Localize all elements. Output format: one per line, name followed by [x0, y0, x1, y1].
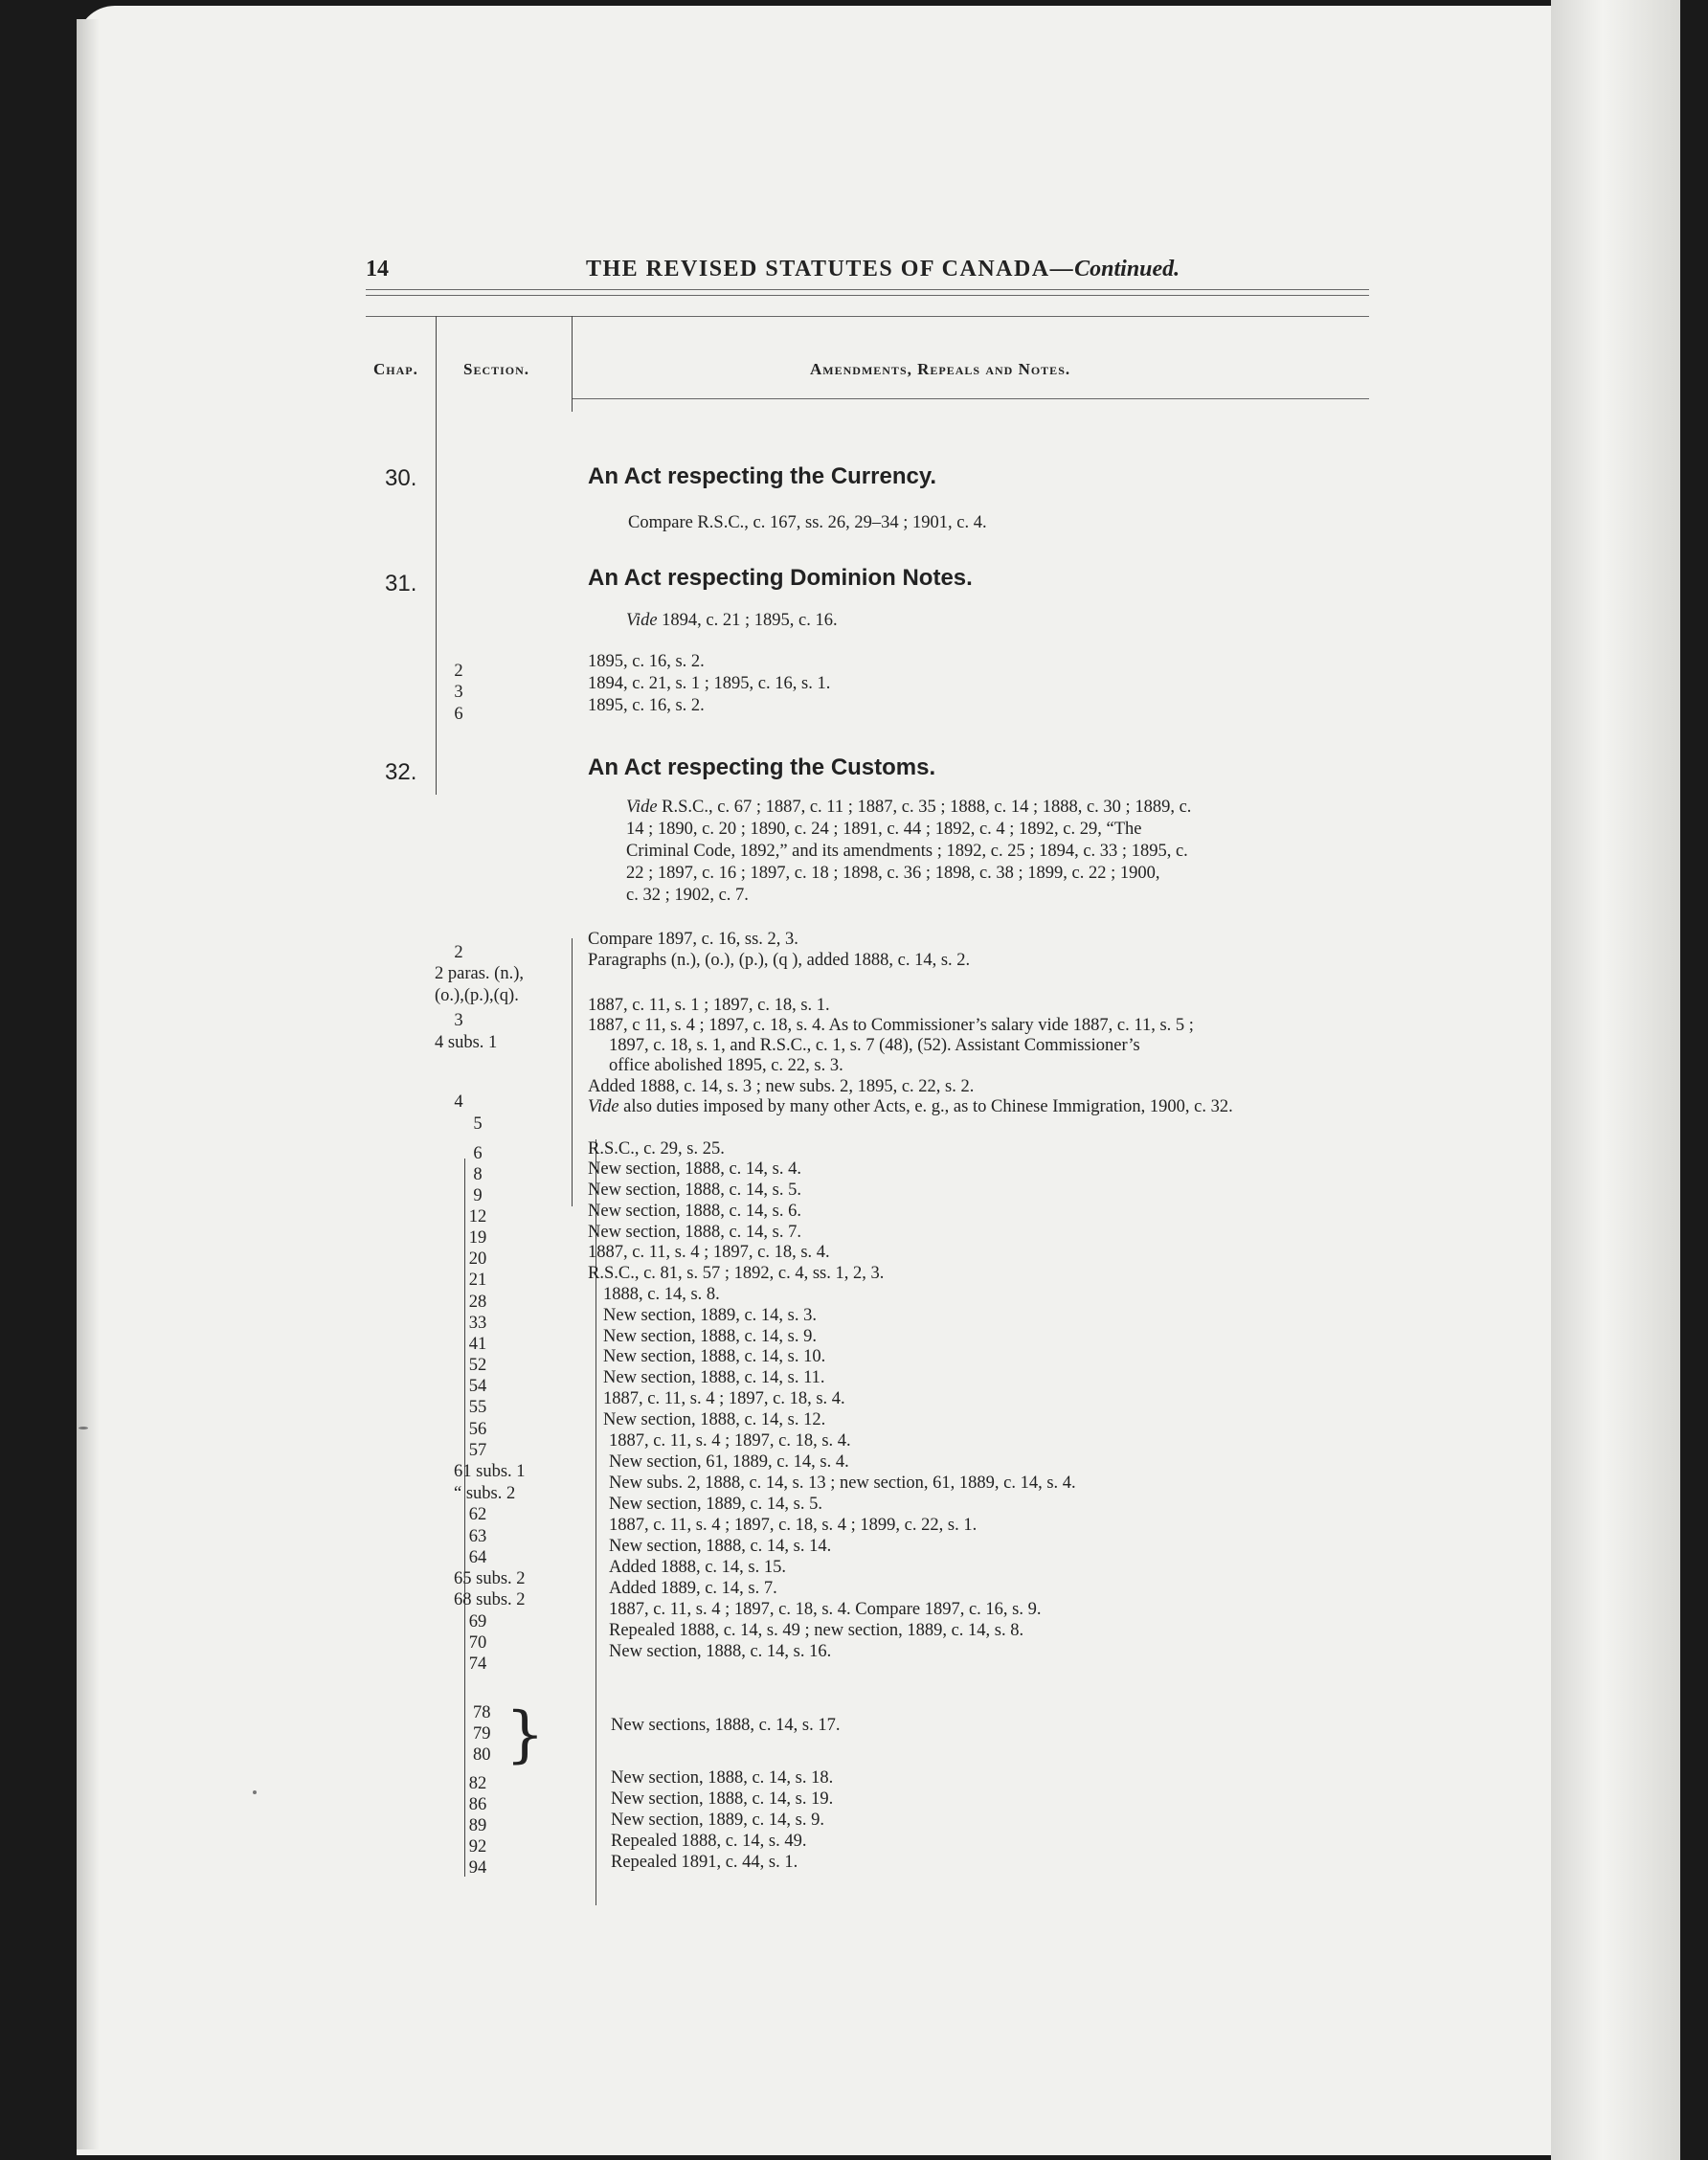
amendment-note: office abolished 1895, c. 22, s. 3.: [609, 1056, 843, 1075]
amendment-note: New section, 1888, c. 14, s. 10.: [603, 1347, 826, 1366]
act-intro-note: Compare R.S.C., c. 167, ss. 26, 29–34 ; 1901, c. 4.: [628, 513, 987, 532]
section-ref: 12: [468, 1207, 487, 1226]
section-ref: 61 subs. 1: [454, 1462, 526, 1481]
column-header-notes: Amendments, Repeals and Notes.: [810, 360, 1071, 378]
amendment-note: 1887, c. 11, s. 4 ; 1897, c. 18, s. 4.: [609, 1431, 851, 1451]
section-column-divider-top: [572, 316, 573, 412]
section-ref: 4: [454, 1092, 463, 1112]
amendment-note: New section, 1889, c. 14, s. 5.: [609, 1495, 822, 1514]
amendment-note: 1887, c. 11, s. 4 ; 1897, c. 18, s. 4. Compare 1897, c. 16, s. 9.: [609, 1600, 1042, 1619]
brace-symbol: }: [506, 1699, 545, 1770]
page-number: 14: [366, 257, 389, 281]
column-header-chap: Chap.: [373, 360, 418, 378]
section-ref: 94: [468, 1858, 487, 1878]
amendment-note: New section, 1888, c. 14, s. 11.: [603, 1368, 825, 1387]
scan-speck: [253, 1790, 257, 1794]
amendment-note: Repealed 1891, c. 44, s. 1.: [611, 1853, 798, 1872]
amendment-note: Added 1889, c. 14, s. 7.: [609, 1579, 777, 1598]
vide-word: Vide: [588, 1097, 619, 1116]
section-ref: 56: [468, 1420, 487, 1439]
act-intro-note: Vide R.S.C., c. 67 ; 1887, c. 11 ; 1887, c. 35 ; 1888, c. 14 ; 1888, c. 30 ; 1889, c. 14 ; 1890, c. 20 ; 1890, c. 24 ; 1891, c. 44 ; 1892, c. 4 ; 1892, c. 29, “The Criminal Code, 1892,” and its amendments ; 1892, c. 25 ; 1894, c. 33 ; 1895, c. 22 ; 1897, c. 16 ; 1897, c. 18 ; 1898, c. 36 ; 1898, c. 38 ; 1899, c. 22 ; 1900, c. 32 ; 1902, c. 7.: [626, 798, 1192, 905]
section-ref: 9: [473, 1186, 483, 1205]
amendment-note: New section, 1888, c. 14, s. 14.: [609, 1537, 832, 1556]
section-ref: 70: [468, 1633, 487, 1653]
section-ref: 92: [468, 1837, 487, 1856]
section-ref: 74: [468, 1654, 487, 1674]
section-ref: 2: [454, 662, 463, 681]
amendment-note: 1888, c. 14, s. 8.: [603, 1285, 720, 1304]
act-title: An Act respecting the Customs.: [588, 754, 936, 780]
section-ref: 3: [454, 683, 463, 702]
section-ref: 62: [468, 1505, 487, 1524]
amendment-note: New section, 1888, c. 14, s. 4.: [588, 1159, 801, 1179]
amendment-note: New section, 1889, c. 14, s. 9.: [611, 1811, 824, 1830]
amendment-note: 1895, c. 16, s. 2.: [588, 652, 705, 671]
section-ref: 8: [473, 1165, 483, 1184]
section-column-divider-mid: [572, 938, 573, 1206]
section-ref: 78: [473, 1703, 491, 1722]
section-ref: 20: [468, 1249, 487, 1269]
section-ref: 68 subs. 2: [454, 1590, 526, 1609]
section-ref: 2: [454, 943, 463, 962]
amendment-note: New section, 1888, c. 14, s. 19.: [611, 1789, 834, 1809]
amendment-note: New section, 1888, c. 14, s. 7.: [588, 1223, 801, 1242]
amendment-note: New section, 1888, c. 14, s. 5.: [588, 1181, 801, 1200]
amendment-note: Added 1888, c. 14, s. 15.: [609, 1558, 786, 1577]
section-ref: 57: [468, 1441, 487, 1460]
section-ref: 4 subs. 1: [435, 1033, 498, 1052]
amendment-note: 1887, c 11, s. 4 ; 1897, c. 18, s. 4. As to Commissioner’s salary vide 1887, c. 11, s. 5 ;: [588, 1016, 1194, 1035]
section-ref: 52: [468, 1356, 487, 1375]
amendment-note: Added 1888, c. 14, s. 3 ; new subs. 2, 1895, c. 22, s. 2.: [588, 1077, 975, 1096]
section-ref: 65 subs. 2: [454, 1569, 526, 1588]
chapter-number: 31.: [385, 571, 417, 596]
scan-speck: [79, 1427, 88, 1429]
act-intro-note: Vide 1894, c. 21 ; 1895, c. 16.: [626, 611, 838, 630]
section-ref: 5: [473, 1114, 483, 1134]
amendment-note: 1887, c. 11, s. 1 ; 1897, c. 18, s. 1.: [588, 996, 830, 1015]
page-right-edge: [1551, 0, 1680, 2160]
section-ref: 28: [468, 1293, 487, 1312]
section-ref: 89: [468, 1816, 487, 1835]
header-rule-top: [366, 289, 1369, 290]
section-ref: (o.),(p.),(q).: [435, 986, 519, 1005]
amendment-note: Repealed 1888, c. 14, s. 49.: [611, 1832, 807, 1851]
amendment-note: Repealed 1888, c. 14, s. 49 ; new section, 1889, c. 14, s. 8.: [609, 1621, 1024, 1640]
section-ref: 41: [468, 1335, 487, 1354]
page-fold-shadow: [77, 19, 100, 2149]
amendment-note: New section, 1889, c. 14, s. 3.: [603, 1306, 817, 1325]
section-ref: 64: [468, 1548, 487, 1567]
header-rule-bottom: [366, 295, 1369, 296]
section-ref: 3: [454, 1011, 463, 1030]
section-ref: 63: [468, 1527, 487, 1546]
section-ref: 6: [454, 705, 463, 724]
section-ref: 82: [468, 1774, 487, 1793]
chapter-number: 32.: [385, 759, 417, 785]
amendment-note: 1887, c. 11, s. 4 ; 1897, c. 18, s. 4.: [603, 1389, 845, 1408]
chapter-number: 30.: [385, 465, 417, 491]
act-title: An Act respecting the Currency.: [588, 463, 937, 489]
section-ref: 6: [473, 1144, 483, 1163]
running-title: THE REVISED STATUTES OF CANADA—Continued.: [586, 257, 1180, 281]
amendment-note: New section, 1888, c. 14, s. 16.: [609, 1642, 832, 1661]
section-ref: 55: [468, 1398, 487, 1417]
amendment-note: 1895, c. 16, s. 2.: [588, 696, 705, 715]
amendment-note: New sections, 1888, c. 14, s. 17.: [611, 1716, 841, 1735]
amendment-note: New section, 1888, c. 14, s. 12.: [603, 1410, 826, 1429]
section-ref: 86: [468, 1795, 487, 1814]
section-ref: 79: [473, 1724, 491, 1744]
amendment-note: 1887, c. 11, s. 4 ; 1897, c. 18, s. 4 ; 1899, c. 22, s. 1.: [609, 1516, 978, 1535]
act-title: An Act respecting Dominion Notes.: [588, 565, 973, 591]
amendment-note: New section, 1888, c. 14, s. 6.: [588, 1202, 801, 1221]
amendment-note: Paragraphs (n.), (o.), (p.), (q ), added 1888, c. 14, s. 2.: [588, 951, 971, 970]
amendment-note: New section, 1888, c. 14, s. 18.: [611, 1768, 834, 1788]
amendment-note: Vide also duties imposed by many other Acts, e. g., as to Chinese Immigration, 1900, c. 32.: [588, 1097, 1233, 1116]
amendment-note: Compare 1897, c. 16, ss. 2, 3.: [588, 930, 798, 949]
column-header-section: Section.: [463, 360, 530, 378]
amendment-note: 1894, c. 21, s. 1 ; 1895, c. 16, s. 1.: [588, 674, 831, 693]
section-ref: 33: [468, 1314, 487, 1333]
amendment-note: R.S.C., c. 29, s. 25.: [588, 1139, 725, 1159]
section-ref: 69: [468, 1612, 487, 1631]
section-ref: 19: [468, 1228, 487, 1248]
amendment-note: R.S.C., c. 81, s. 57 ; 1892, c. 4, ss. 1, 2, 3.: [588, 1264, 885, 1283]
section-ref: 2 paras. (n.),: [435, 964, 524, 983]
section-ref: “ subs. 2: [454, 1484, 516, 1503]
amendment-note: 1887, c. 11, s. 4 ; 1897, c. 18, s. 4.: [588, 1243, 830, 1262]
amendment-note: New subs. 2, 1888, c. 14, s. 13 ; new section, 61, 1889, c. 14, s. 4.: [609, 1474, 1076, 1493]
table-top-rule: [366, 316, 1369, 317]
amendment-note: 1897, c. 18, s. 1, and R.S.C., c. 1, s. 7 (48), (52). Assistant Commissioner’s: [609, 1036, 1140, 1055]
section-ref: 21: [468, 1271, 487, 1290]
amendment-note: New section, 61, 1889, c. 14, s. 4.: [609, 1452, 849, 1472]
section-ref: 80: [473, 1745, 491, 1765]
amendment-note: New section, 1888, c. 14, s. 9.: [603, 1327, 817, 1346]
notes-header-rule: [573, 398, 1369, 399]
section-ref: 54: [468, 1377, 487, 1396]
